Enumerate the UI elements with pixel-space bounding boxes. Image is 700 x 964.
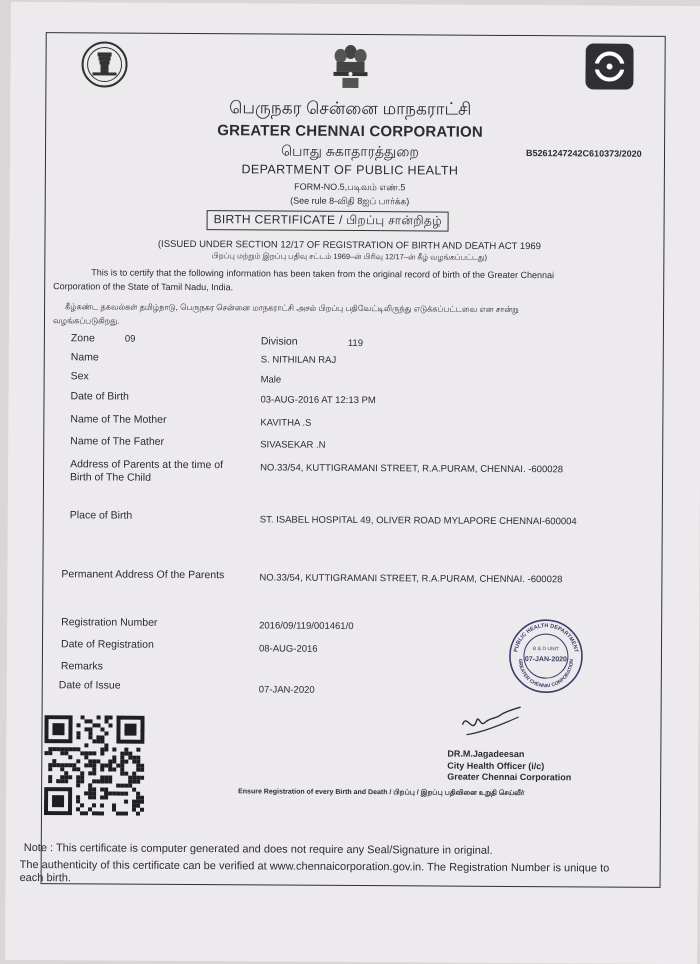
registration-date-value: 08-AUG-2016 [258, 643, 318, 655]
intro-tamil-2: வழங்கப்படுகிறது. [52, 316, 120, 326]
address-label-line-2: Birth of The Child [69, 471, 152, 484]
father-value: SIVASEKAR .N [260, 439, 326, 451]
name-value: S. NITHILAN RAJ [260, 354, 337, 366]
issue-date-value: 07-JAN-2020 [258, 684, 315, 696]
issued-under-tamil: பிறப்பு மற்றும் இறப்பு பதிவு சட்டம் 1969–ன் பிரிவு 12/17–ன் கீழ் வழங்கப்பட்டது) [211, 251, 487, 262]
sex-label: Sex [70, 370, 89, 383]
department-name: DEPARTMENT OF PUBLIC HEALTH [241, 162, 459, 178]
national-emblem-icon [328, 40, 372, 92]
subtitle-tamil: பொது சுகாதாரத்துறை [281, 142, 419, 160]
corporation-logo-icon [585, 43, 633, 89]
signatory-org: Greater Chennai Corporation [447, 771, 572, 783]
place-of-birth-label: Place of Birth [69, 509, 133, 522]
remarks-label: Remarks [60, 660, 103, 673]
mother-value: KAVITHA .S [260, 417, 312, 429]
place-of-birth-value: ST. ISABEL HOSPITAL 49, OLIVER ROAD MYLAPORE CHENNAI-600004 [259, 514, 577, 528]
permanent-address-value: NO.33/54, KUTTIGRAMANI STREET, R.A.PURAM, CHENNAI. -600028 [259, 572, 563, 586]
note-line-3: each birth. [19, 871, 71, 885]
registration-number-value: 2016/09/119/001461/0 [259, 620, 354, 632]
division-value: 119 [347, 337, 364, 350]
zone-label: Zone [70, 332, 95, 345]
certificate-title: BIRTH CERTIFICATE / பிறப்பு சான்றிதழ் [207, 210, 449, 231]
signature-icon [456, 705, 526, 745]
signatory-title: City Health Officer (i/c) [447, 760, 545, 772]
issued-under: (ISSUED UNDER SECTION 12/17 OF REGISTRATION OF BIRTH AND DEATH ACT 1969 [157, 238, 542, 253]
issue-date-label: Date of Issue [58, 679, 121, 692]
stamp-date: 07-JAN-2020 [524, 656, 567, 664]
intro-line-1: This is to certify that the following information has been taken from the original record of birth of the Greater Chennai [91, 267, 555, 281]
mother-label: Name of The Mother [70, 413, 167, 426]
dob-label: Date of Birth [70, 390, 129, 403]
stamp-unit: B & D UNIT [532, 646, 560, 653]
ensure-registration-note: Ensure Registration of every Birth and Death / பிறப்பு / இறப்பு பதிவினை உறுதி செய்வீர் [238, 788, 525, 798]
rule-reference: (See rule 8-விதி 8ஐப் பார்க்க) [290, 195, 410, 207]
address-value: NO.33/54, KUTTIGRAMANI STREET, R.A.PURAM, CHENNAI. -600028 [260, 462, 564, 476]
stamp-top-text: PUBLIC HEALTH DEPARTMENT [513, 623, 579, 653]
certificate-paper [5, 2, 700, 964]
title-english: GREATER CHENNAI CORPORATION [217, 122, 484, 141]
note-line-1: Note : This certificate is computer generated and does not require any Seal/Signature in original. [23, 841, 493, 857]
note-line-2: The authenticity of this certificate can be verified at www.chennaicorporation.gov.in. The Registration Number is unique to [19, 858, 610, 875]
division-label: Division [260, 335, 298, 348]
form-number: FORM-NO.5,படிவம் எண்.5 [294, 181, 406, 193]
dob-value: 03-AUG-2016 AT 12:13 PM [260, 394, 376, 407]
title-tamil: பெருநகர சென்னை மாநகராட்சி [229, 98, 472, 119]
intro-line-2: Corporation of the State of Tamil Nadu, India. [53, 281, 234, 293]
father-label: Name of The Father [70, 435, 165, 448]
signatory-name: DR.M.Jagadeesan [447, 748, 525, 760]
intro-tamil-1: கீழ்கண்ட தகவல்கள் தமிழ்நாடு, பெருநகர சென்னை மாநகராட்சி அசல் பிறப்பு பதிவேட்டிலிருந்து எடுக்கப்பட்டவை என சான்று [65, 302, 519, 315]
stamp-bottom-text: GREATER CHENNAI CORPORATION [516, 658, 575, 690]
permanent-address-label: Permanent Address Of the Parents [61, 568, 225, 582]
official-stamp [507, 617, 585, 695]
tamil-nadu-emblem-icon [78, 40, 130, 88]
zone-value: 09 [124, 333, 136, 345]
registration-number-label: Registration Number [61, 616, 158, 629]
address-label-line-1: Address of Parents at the time of [70, 458, 224, 472]
name-label: Name [70, 351, 99, 364]
reference-code: B5261247242C610373/2020 [525, 148, 642, 159]
sex-value: Male [260, 374, 282, 386]
registration-date-label: Date of Registration [60, 638, 154, 651]
qr-code [44, 715, 145, 816]
